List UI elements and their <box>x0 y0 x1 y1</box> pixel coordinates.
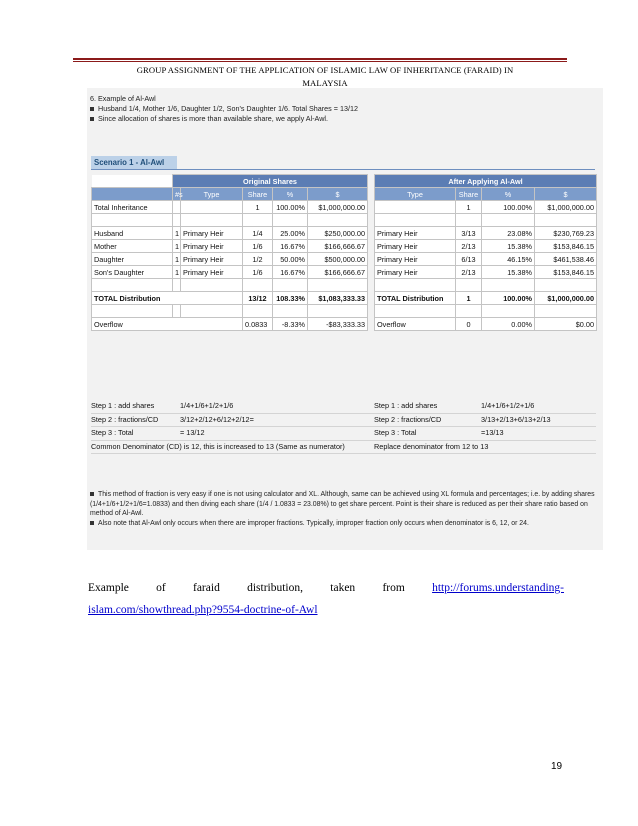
note-bullet-1: This method of fraction is very easy if one is not using calculator and XL. Although, same can be achieved using XL formula and percentages; i.e. by adding shares (1/4+1/6+1/2+1/6=1.0833) and then diving each share (1/4 / 1.0833 = 23.08%) to get share percent. Point is their share is reduced as per their share ratio based on method of Al-Awl. <box>90 491 595 518</box>
step-row: Step 1 : add shares 1/4+1/6+1/2+1/6 <box>374 400 596 414</box>
caption-word: distribution, <box>247 582 303 594</box>
caption-word: taken <box>330 582 356 594</box>
step-row: Step 2 : fractions/CD 3/12+2/12+6/12+2/12= <box>91 414 374 428</box>
intro-heading: 6. Example of Al-Awl <box>90 94 156 103</box>
col-pct: % <box>482 188 535 201</box>
header-line-1: GROUP ASSIGNMENT OF THE APPLICATION OF ISLAMIC LAW OF INHERITANCE (FARAID) IN <box>136 65 514 75</box>
table-row: Primary Heir 6/13 46.15% $461,538.46 <box>375 253 597 266</box>
table-row: Primary Heir 2/13 15.38% $153,846.15 <box>375 240 597 253</box>
header-rule-thin <box>73 61 567 62</box>
table-row: Daughter 1 Primary Heir 1/2 50.00% $500,000.00 <box>92 253 368 266</box>
caption-word: Example <box>88 582 129 594</box>
table-row: 1 100.00% $1,000,000.00 <box>375 201 597 214</box>
caption-word: from <box>382 582 405 594</box>
col-share: Share <box>456 188 482 201</box>
table-row: Overflow 0.0833 -8.33% -$83,333.33 <box>92 318 368 331</box>
after-awl-table <box>374 174 597 331</box>
source-link-part-1[interactable]: http://forums.understanding- <box>432 582 564 594</box>
original-shares-table <box>91 174 368 331</box>
notes-block <box>90 490 598 528</box>
bullet-icon <box>90 492 94 496</box>
caption-word: faraid <box>193 582 220 594</box>
note-bullet-2: Also note that Al-Awl only occurs when there are improper fractions. Typically, improper fraction only occurs when denominator is 6, 12, or 24. <box>90 519 598 529</box>
intro-bullet-2: Since allocation of shares is more than available share, we apply Al-Awl. <box>90 114 358 124</box>
intro-bullet-1: Husband 1/4, Mother 1/6, Daughter 1/2, Son's Daughter 1/6. Total Shares = 13/12 <box>90 104 358 114</box>
source-link-part-2[interactable]: islam.com/showthread.php?9554-doctrine-of-Awl <box>88 604 318 616</box>
caption-word: of <box>156 582 166 594</box>
bullet-icon <box>90 117 94 121</box>
table-row: Husband 1 Primary Heir 1/4 25.00% $250,000.00 <box>92 227 368 240</box>
after-awl-header: After Applying Al-Awl <box>375 175 597 188</box>
cd-note-left: Common Denominator (CD) is 12, this is increased to 13 (Same as numerator) <box>91 441 374 455</box>
table-row: Primary Heir 3/13 23.08% $230,769.23 <box>375 227 597 240</box>
step-row: Step 2 : fractions/CD 3/13+2/13+6/13+2/13 <box>374 414 596 428</box>
col-type: Type <box>181 188 243 201</box>
step-row: Step 1 : add shares 1/4+1/6+1/2+1/6 <box>91 400 374 414</box>
intro-block <box>90 94 358 124</box>
table-row: Overflow 0 0.00% $0.00 <box>375 318 597 331</box>
header-line-2: MALAYSIA <box>302 78 348 88</box>
bullet-icon <box>90 521 94 525</box>
table-row: TOTAL Distribution 13/12 108.33% $1,083,333.33 <box>92 292 368 305</box>
page-number: 19 <box>551 761 563 772</box>
steps-right <box>374 400 596 454</box>
col-amount: $ <box>535 188 597 201</box>
table-row: Total Inheritance 1 100.00% $1,000,000.00 <box>92 201 368 214</box>
table-row: Son's Daughter 1 Primary Heir 1/6 16.67% $166,666.67 <box>92 266 368 279</box>
scenario-title: Scenario 1 - Al-Awl <box>91 156 177 169</box>
table-row: Mother 1 Primary Heir 1/6 16.67% $166,666.67 <box>92 240 368 253</box>
cd-note-right: Replace denominator from 12 to 13 <box>374 441 596 455</box>
table-row: Primary Heir 2/13 15.38% $153,846.15 <box>375 266 597 279</box>
steps-left <box>91 400 374 454</box>
col-pct: % <box>273 188 308 201</box>
col-count: #s <box>173 188 181 201</box>
page-header <box>80 64 570 90</box>
step-row: Step 3 : Total = 13/12 <box>91 427 374 441</box>
original-shares-header: Original Shares <box>173 175 368 188</box>
col-share: Share <box>243 188 273 201</box>
figure-caption <box>88 577 564 621</box>
scenario-divider <box>91 169 595 170</box>
col-amount: $ <box>308 188 368 201</box>
step-row: Step 3 : Total =13/13 <box>374 427 596 441</box>
col-type: Type <box>375 188 456 201</box>
embedded-screenshot <box>87 88 603 550</box>
header-rule <box>73 58 567 60</box>
bullet-icon <box>90 107 94 111</box>
table-row: TOTAL Distribution 1 100.00% $1,000,000.00 <box>375 292 597 305</box>
